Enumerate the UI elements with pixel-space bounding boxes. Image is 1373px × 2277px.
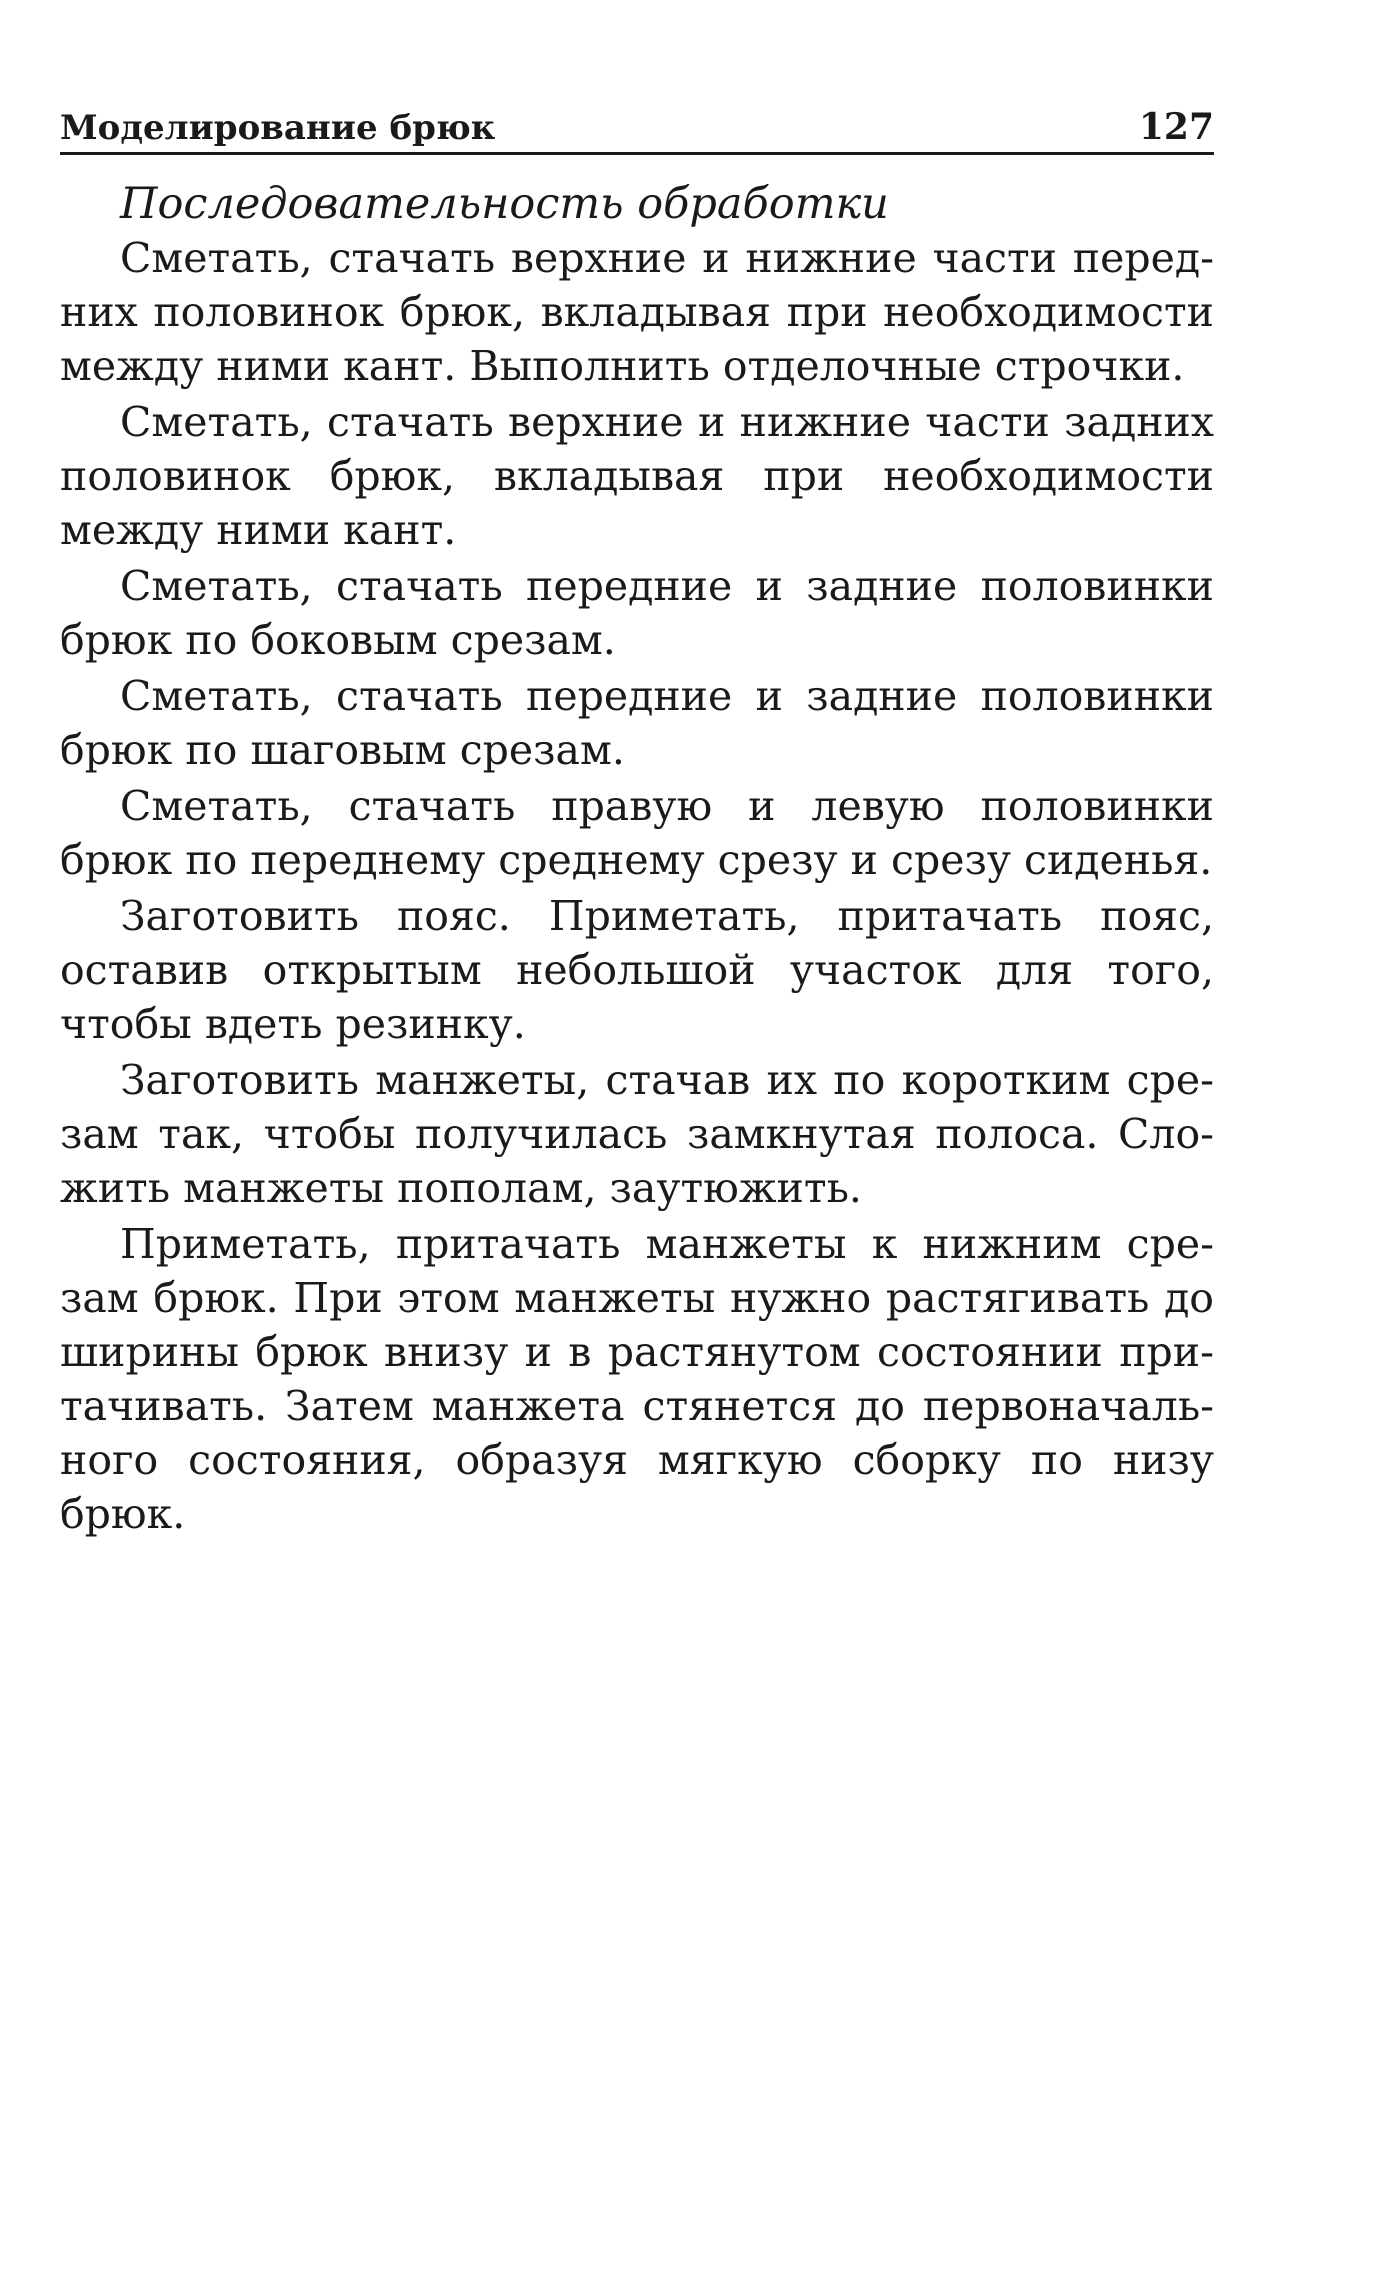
text-line: брюк. xyxy=(60,1490,186,1538)
paragraph xyxy=(60,1217,1214,1541)
text-line: Сметать, стачать верхние и нижние части задних xyxy=(120,398,1214,446)
text-line: Приметать, притачать манжеты к нижним сре- xyxy=(120,1220,1214,1268)
book-page xyxy=(60,104,1214,1543)
body-text xyxy=(60,231,1214,1543)
paragraph xyxy=(60,669,1214,777)
text-line: ширины брюк внизу и в растянутом состоянии при- xyxy=(60,1328,1214,1376)
paragraph xyxy=(60,779,1214,887)
text-line: чтобы вдеть резинку. xyxy=(60,1000,526,1048)
text-line: них половинок брюк, вкладывая при необходимости xyxy=(60,288,1214,336)
text-line: Сметать, стачать передние и задние половинки xyxy=(120,672,1214,720)
text-line: Заготовить пояс. Приметать, притачать пояс, xyxy=(120,892,1214,940)
page-number: 127 xyxy=(1138,106,1214,148)
text-line: между ними кант. xyxy=(60,506,457,554)
paragraph xyxy=(60,1053,1214,1215)
paragraph xyxy=(60,231,1214,393)
text-line: Заготовить манжеты, стачав их по коротким сре- xyxy=(120,1056,1214,1104)
text-line: половинок брюк, вкладывая при необходимости xyxy=(60,452,1214,500)
text-line: брюк по шаговым срезам. xyxy=(60,726,625,774)
text-line: жить манжеты пополам, заутюжить. xyxy=(60,1164,862,1212)
text-line: Сметать, стачать верхние и нижние части перед- xyxy=(120,234,1214,282)
text-line: зам брюк. При этом манжеты нужно растягивать до xyxy=(60,1274,1214,1322)
text-line: Сметать, стачать правую и левую половинки xyxy=(120,782,1214,830)
section-heading: Последовательность обработки xyxy=(120,179,889,229)
running-head xyxy=(60,104,1214,155)
text-line: тачивать. Затем манжета стянется до первоначаль- xyxy=(60,1382,1214,1430)
paragraph xyxy=(60,559,1214,667)
text-line: между ними кант. Выполнить отделочные строчки. xyxy=(60,342,1185,390)
paragraph-gap xyxy=(60,1541,1214,1543)
text-line: Сметать, стачать передние и задние половинки xyxy=(120,562,1214,610)
text-line: оставив открытым небольшой участок для того, xyxy=(60,946,1214,994)
text-line: брюк по переднему среднему срезу и срезу сиденья. xyxy=(60,836,1213,884)
text-line: зам так, чтобы получилась замкнутая полоса. Сло- xyxy=(60,1110,1214,1158)
text-line: ного состояния, образуя мягкую сборку по низу xyxy=(60,1436,1214,1484)
paragraph xyxy=(60,889,1214,1051)
paragraph xyxy=(60,395,1214,557)
text-line: брюк по боковым срезам. xyxy=(60,616,616,664)
running-title: Моделирование брюк xyxy=(60,108,496,148)
